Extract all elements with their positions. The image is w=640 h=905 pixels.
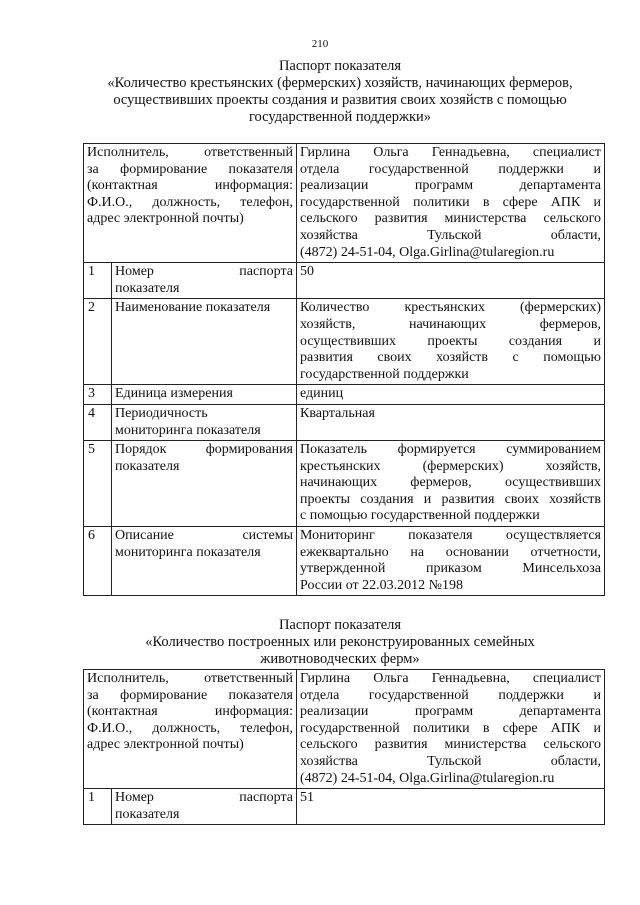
text-line: Номер паспорта	[115, 790, 293, 806]
text-line: адрес электронной почты)	[87, 737, 244, 753]
indicator-value	[297, 404, 605, 440]
text-line: начинающих фермеров, осуществивших	[300, 475, 601, 491]
text-line: сельского развития министерства сельского	[300, 211, 601, 227]
text-line: мониторинга показателя	[115, 422, 261, 438]
text-line: Описание системы	[115, 528, 293, 544]
text-line: показателя	[115, 458, 180, 474]
text-line: государственной поддержки	[300, 366, 469, 382]
text-line: Гирлина Ольга Геннадьевна, специалист	[300, 671, 601, 686]
indicator-row	[84, 299, 605, 385]
page-number: 210	[311, 38, 329, 50]
text-line: Количество крестьянских (фермерских)	[300, 300, 601, 316]
text-line: России от 22.03.2012 №198	[300, 577, 463, 593]
executor-row	[84, 144, 605, 263]
passport-2-heading	[60, 617, 620, 668]
indicator-value	[297, 299, 605, 385]
executor-value	[297, 670, 605, 789]
text-line: Исполнитель, ответственный	[87, 671, 293, 686]
passport-1-heading	[60, 58, 620, 126]
indicator-value	[297, 263, 605, 299]
row-number: 4	[84, 405, 112, 440]
executor-row	[84, 670, 605, 789]
text-line: Исполнитель, ответственный	[87, 145, 293, 160]
indicator-value	[297, 385, 605, 405]
indicator-label	[112, 441, 296, 526]
row-number: 3	[84, 385, 112, 404]
indicator-label	[112, 405, 296, 440]
text-line: ежеквартально на основании отчетности,	[300, 544, 601, 560]
text-line: за формирование показателя	[87, 161, 293, 177]
text-line: государственной поддержки»	[248, 109, 432, 125]
text-line: животноводческих ферм»	[260, 651, 420, 667]
text-line: Ф.И.О., должность, телефон,	[87, 194, 293, 210]
text-line: Гирлина Ольга Геннадьевна, специалист	[300, 145, 601, 160]
indicator-label	[112, 263, 296, 298]
indicator-value	[297, 527, 605, 596]
indicator-label-cell	[84, 789, 297, 825]
indicator-row	[84, 263, 605, 299]
text-line: государственной политики в сфере АПК и	[300, 194, 601, 210]
indicator-row	[84, 441, 605, 527]
text-line: мониторинга показателя	[115, 544, 261, 560]
row-number: 1	[84, 789, 112, 824]
text-line: сельского развития министерства сельского	[300, 737, 601, 753]
row-number: 2	[84, 299, 112, 384]
indicator-row	[84, 789, 605, 825]
text-line: реализации программ департамента	[300, 704, 601, 720]
text-line: (4872) 24-51-04, Olga.Girlina@tularegion.ru	[300, 770, 555, 786]
text-line: отдела государственной поддержки и	[300, 687, 601, 703]
text-line: за формирование показателя	[87, 687, 293, 703]
text-line: Единица измерения	[115, 386, 233, 402]
text-line: государственной политики в сфере АПК и	[300, 720, 601, 736]
indicator-value	[297, 789, 605, 825]
text-line: крестьянских (фермерских) хозяйств,	[300, 458, 601, 474]
indicator-label	[112, 299, 296, 384]
executor-value	[297, 144, 605, 263]
row-number: 5	[84, 441, 112, 526]
text-line: 51	[300, 790, 314, 806]
text-line: адрес электронной почты)	[87, 211, 244, 227]
indicator-row	[84, 385, 605, 405]
indicator-label-cell	[84, 263, 297, 299]
indicator-label-cell	[84, 441, 297, 527]
text-line: Показатель формируется суммированием	[300, 442, 601, 458]
indicator-value	[297, 441, 605, 527]
row-number: 6	[84, 527, 112, 595]
indicator-label-cell	[84, 385, 297, 405]
text-line: единиц	[300, 386, 344, 402]
text-line: Наименование показателя	[115, 300, 271, 316]
text-line: Порядок формирования	[115, 442, 293, 458]
text-line: (контактная информация:	[87, 704, 293, 720]
executor-label	[84, 144, 297, 263]
text-line: осуществивших проекты создания и	[300, 333, 601, 349]
text-line: (4872) 24-51-04, Olga.Girlina@tularegion.ru	[300, 244, 555, 260]
text-line: «Количество крестьянских (фермерских) хозяйств, начинающих фермеров,	[107, 75, 573, 91]
text-line: утвержденной приказом Минсельхоза	[300, 561, 601, 577]
text-line: Квартальная	[300, 405, 375, 421]
executor-label	[84, 670, 297, 789]
indicator-label	[112, 527, 296, 595]
text-line: «Количество построенных или реконструированных семейных	[145, 634, 535, 650]
text-line: реализации программ департамента	[300, 178, 601, 194]
text-line: Мониторинг показателя осуществляется	[300, 528, 601, 544]
text-line: Паспорт показателя	[278, 58, 402, 74]
text-line: с помощью государственной поддержки	[300, 508, 540, 524]
text-line: показателя	[115, 806, 180, 822]
text-line: Паспорт показателя	[278, 617, 402, 633]
text-line: 50	[300, 264, 314, 280]
indicator-label	[112, 789, 296, 824]
text-line: (контактная информация:	[87, 178, 293, 194]
text-line: хозяйств, начинающих фермеров,	[300, 316, 601, 332]
text-line: Номер паспорта	[115, 264, 293, 280]
text-line: Периодичность	[115, 405, 208, 421]
indicator-label-cell	[84, 527, 297, 596]
text-line: проекты создания и развития своих хозяйств	[300, 491, 601, 507]
indicator-row	[84, 404, 605, 440]
text-line: осуществивших проекты создания и развития своих хозяйств с помощью	[113, 92, 567, 108]
indicator-label	[112, 385, 296, 404]
text-line: хозяйства Тульской области,	[300, 753, 601, 769]
text-line: хозяйства Тульской области,	[300, 227, 601, 243]
indicator-row	[84, 527, 605, 596]
indicator-label-cell	[84, 299, 297, 385]
passport-1-table	[83, 143, 605, 596]
passport-2-table	[83, 669, 605, 825]
text-line: отдела государственной поддержки и	[300, 161, 601, 177]
text-line: развития своих хозяйств с помощью	[300, 350, 601, 366]
row-number: 1	[84, 263, 112, 298]
text-line: Ф.И.О., должность, телефон,	[87, 720, 293, 736]
text-line: показателя	[115, 280, 180, 296]
indicator-label-cell	[84, 404, 297, 440]
